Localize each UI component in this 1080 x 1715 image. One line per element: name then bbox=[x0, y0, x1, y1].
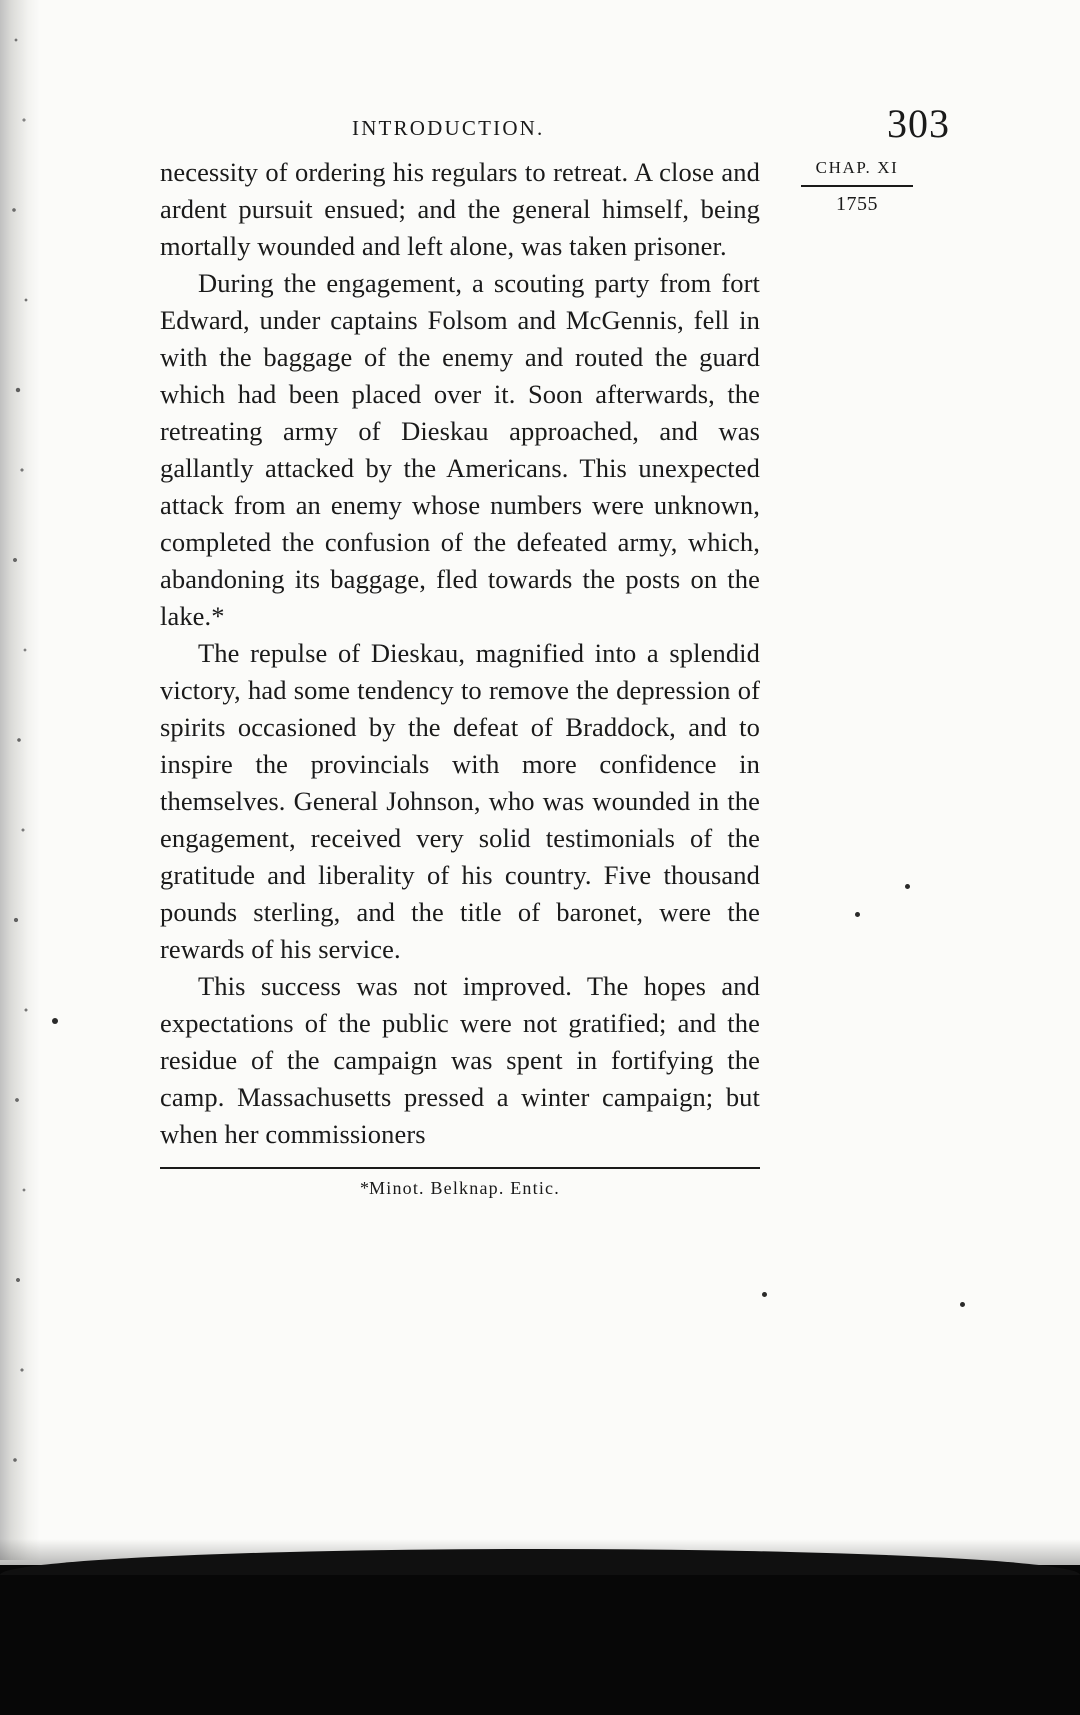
paragraph: The repulse of Dieskau, magnified into a splendid victory, had some tendency to remove the depression of spirits occasioned by the defeat of Braddock, and to inspire the provincials with more confidence in themselves. General Johnson, who was wounded in the engagement, received very solid testimonials of the gratitude and liberality of his country. Five thousand pounds sterling, and the title of baronet, were the rewards of his service. bbox=[160, 638, 760, 964]
scan-speck bbox=[762, 1292, 767, 1297]
running-head: INTRODUCTION. bbox=[352, 116, 545, 140]
footnote-marker: * bbox=[360, 1178, 370, 1198]
paragraph: This success was not improved. The hopes and expectations of the public were not gratified; and the residue of the campaign was spent in fortifying the camp. Massachusetts pressed a winter campaign; but when her commissioners bbox=[160, 971, 760, 1149]
page-content bbox=[160, 101, 950, 1199]
page-bottom-edge bbox=[0, 1565, 1080, 1715]
scan-speck bbox=[960, 1302, 965, 1307]
scan-speck bbox=[905, 884, 910, 889]
scan-speck bbox=[52, 1018, 58, 1024]
page-header bbox=[160, 101, 950, 154]
marginal-rule bbox=[801, 185, 913, 187]
body-text-column bbox=[160, 154, 899, 1199]
paragraph: necessity of ordering his regulars to retreat. A close and ardent pursuit ensued; and the general himself, being mortally wounded and left alone, was taken prisoner. bbox=[160, 157, 760, 261]
page-gutter-speckles bbox=[6, 0, 36, 1560]
marginal-note bbox=[782, 158, 932, 216]
page-number: 303 bbox=[887, 101, 950, 146]
footnote bbox=[160, 1178, 760, 1199]
marginal-chapter-label: CHAP. XI bbox=[815, 158, 899, 177]
paragraph: During the engagement, a scouting party from fort Edward, under captains Folsom and McGennis, fell in with the baggage of the enemy and routed the guard which had been placed over it. Soon afterwards, the retreating army of Dieskau approached, and was gallantly attacked by the Americans. This unexpected attack from an enemy whose numbers were unknown, completed the confusion of the defeated army, which, abandoning its baggage, fled towards the posts on the lake.* bbox=[160, 268, 760, 631]
footnote-text: Minot. Belknap. Entic. bbox=[369, 1178, 560, 1198]
footnote-separator bbox=[160, 1167, 760, 1169]
marginal-year-label: 1755 bbox=[836, 193, 878, 215]
